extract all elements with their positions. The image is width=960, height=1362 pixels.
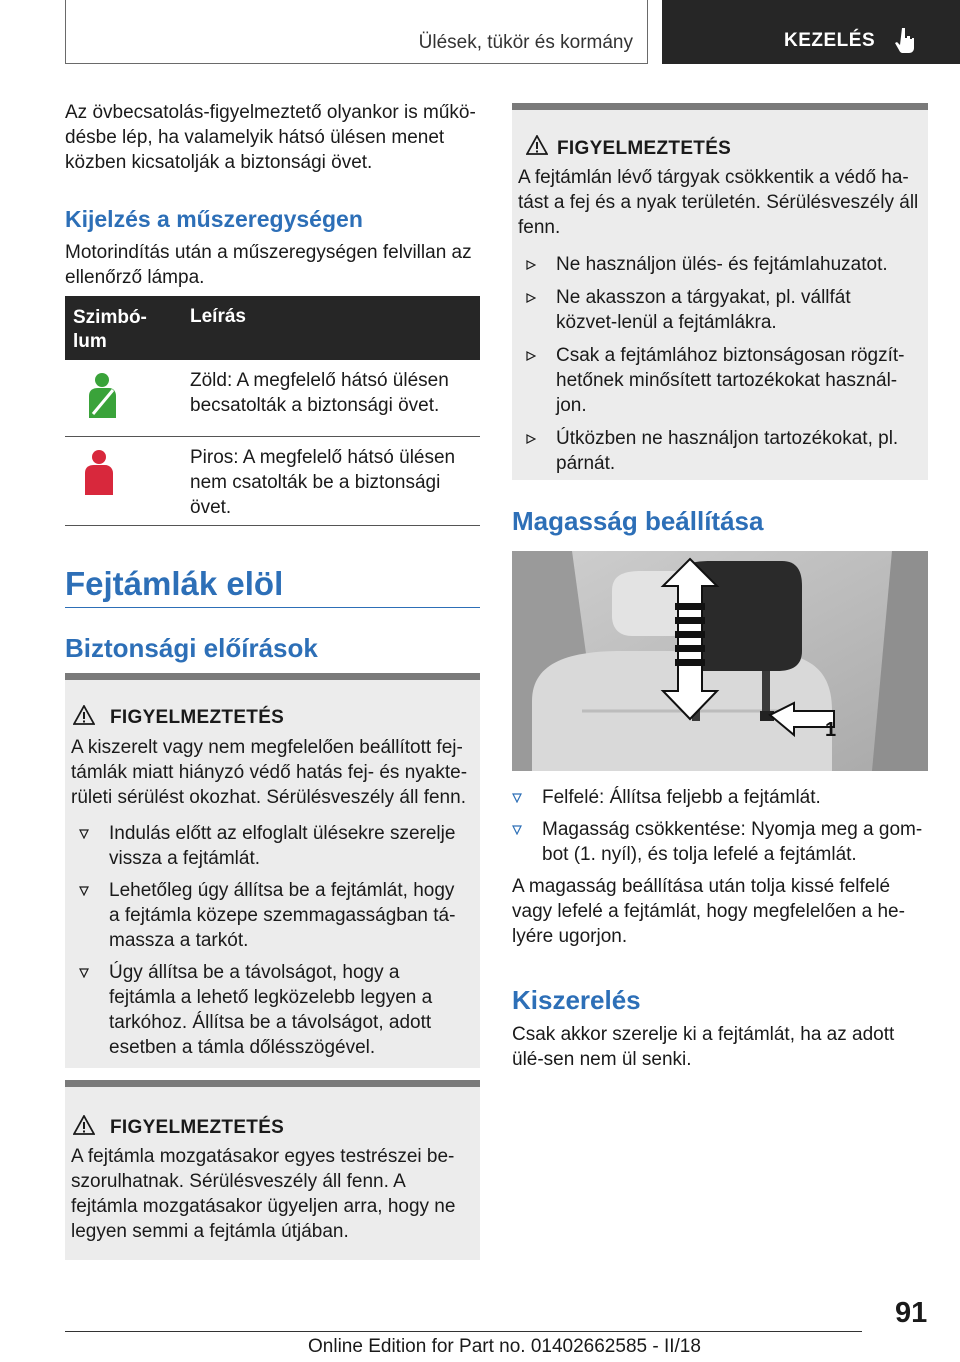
main-heading: Fejtámlák elöl (65, 565, 284, 602)
header-tab[interactable] (662, 0, 960, 64)
callout-label: 1 (825, 719, 837, 741)
warning-title: FIGYELMEZTETÉS (110, 1117, 285, 1138)
table-row (65, 360, 480, 436)
intro-text: Az övbecsatolás-figyelmeztető olyankor is műkö-désbe lép, ha valamelyik hátsó ülésen menet közben kicsatolják a biztonsági övet. (65, 102, 476, 173)
bullet-triangle-icon (526, 260, 536, 270)
seatbelt-fastened-icon (85, 372, 117, 418)
warning-box (512, 103, 928, 480)
row-description: Piros: A megfelelő hátsó ülésen nem csatolták be a biztonsági övet. (190, 447, 456, 518)
removal-text: Csak akkor szerelje ki a fejtámlát, ha az adott ülé-sen nem ül senki. (512, 1024, 895, 1070)
warning-title: FIGYELMEZTETÉS (557, 138, 732, 159)
bullet-text: Magasság csökkentése: Nyomja meg a gom-bot (1. nyíl), és tolja lefelé a fejtámlát. (542, 819, 923, 865)
bullet-text: Útközben ne használjon tartozékokat, pl. párnát. (556, 428, 899, 474)
row-description: Zöld: A megfelelő hátsó ülésen becsatolták a biztonsági övet. (190, 370, 449, 416)
header-section-box (65, 0, 648, 64)
headrest-illustration (512, 551, 928, 771)
warning-box (65, 673, 480, 1068)
col-description-header: Leírás (190, 306, 246, 327)
warning-text: A kiszerelt vagy nem megfelelően beállított fej-támlák miatt hiányzó védő hatás fej- és nyakte-rületi sérülést okozhat. Sérülésveszély áll fenn. (71, 737, 468, 808)
section-title: Ülések, tükör és kormány (418, 32, 633, 53)
removal-heading: Kiszerelés (512, 985, 641, 1015)
footer-divider (65, 1331, 862, 1332)
seatbelt-unfastened-icon (83, 449, 115, 495)
hand-pointer-icon (894, 26, 916, 54)
warning-triangle-icon (526, 135, 548, 155)
row-divider (65, 525, 480, 526)
safety-heading: Biztonsági előírások (65, 633, 318, 663)
headrest-photo (512, 551, 928, 771)
display-heading: Kijelzés a műszeregységen (65, 206, 363, 232)
bullet-text: Úgy állítsa be a távolságot, hogy a fejtámla a lehető legközelebb legyen a tarkóhoz. Állítsa be a távolságot, adott esetben a támla dőlésszögével. (109, 962, 433, 1058)
bullet-triangle-icon (79, 886, 89, 896)
warning-triangle-icon (73, 1115, 95, 1135)
table-header (65, 296, 480, 360)
bullet-text: Csak a fejtámlához biztonságosan rögzít-hetőnek minősített tartozékokat használ-jon. (556, 345, 905, 416)
bullet-text: Indulás előtt az elfoglalt ülésekre szerelje vissza a fejtámlát. (109, 823, 456, 869)
bullet-triangle-icon (526, 434, 536, 444)
intro-block (65, 100, 480, 175)
table-row (65, 437, 480, 525)
bullet-triangle-icon (79, 968, 89, 978)
bullet-text: Felfelé: Állítsa feljebb a fejtámlát. (542, 787, 821, 808)
height-heading: Magasság beállítása (512, 506, 764, 536)
bullet-triangle-icon (526, 293, 536, 303)
bullet-text: Lehetőleg úgy állítsa be a fejtámlát, hogy a fejtámla közepe szemmagasságban tá-massza a tarkót. (109, 880, 456, 951)
bullet-triangle-icon (512, 793, 522, 803)
warning-text: A fejtámlán lévő tárgyak csökkentik a védő ha-tást a fej és a nyak területén. Sérülésveszély áll fenn. (518, 167, 919, 238)
warning-box (65, 1080, 480, 1260)
page-number: 91 (895, 1297, 928, 1329)
col-symbol-header: Szimbó-lum (73, 307, 147, 352)
bullet-triangle-icon (526, 351, 536, 361)
warning-title: FIGYELMEZTETÉS (110, 707, 285, 728)
bullet-text: Ne használjon ülés- és fejtámlahuzatot. (556, 254, 888, 275)
height-text: A magasság beállítása után tolja kissé felfelé vagy lefelé a fejtámlát, hogy megfelelően a he-lyére ugorjon. (512, 876, 905, 947)
bullet-triangle-icon (79, 829, 89, 839)
footer-edition: Online Edition for Part no. 01402662585 - II/18 (308, 1336, 701, 1357)
tab-label: KEZELÉS (784, 30, 876, 51)
display-text: Motorindítás után a műszeregységen felvillan az ellenőrző lámpa. (65, 242, 472, 288)
warning-text: A fejtámla mozgatásakor egyes testrészei be-szorulhatnak. Sérülésveszély áll fenn. A fejtámla mozgatásakor ügyeljen arra, hogy ne legyen semmi a fejtámla útjában. (71, 1146, 456, 1242)
warning-triangle-icon (73, 705, 95, 725)
bullet-text: Ne akasszon a tárgyakat, pl. vállfát közvet-lenül a fejtámlákra. (556, 287, 851, 333)
bullet-triangle-icon (512, 825, 522, 835)
